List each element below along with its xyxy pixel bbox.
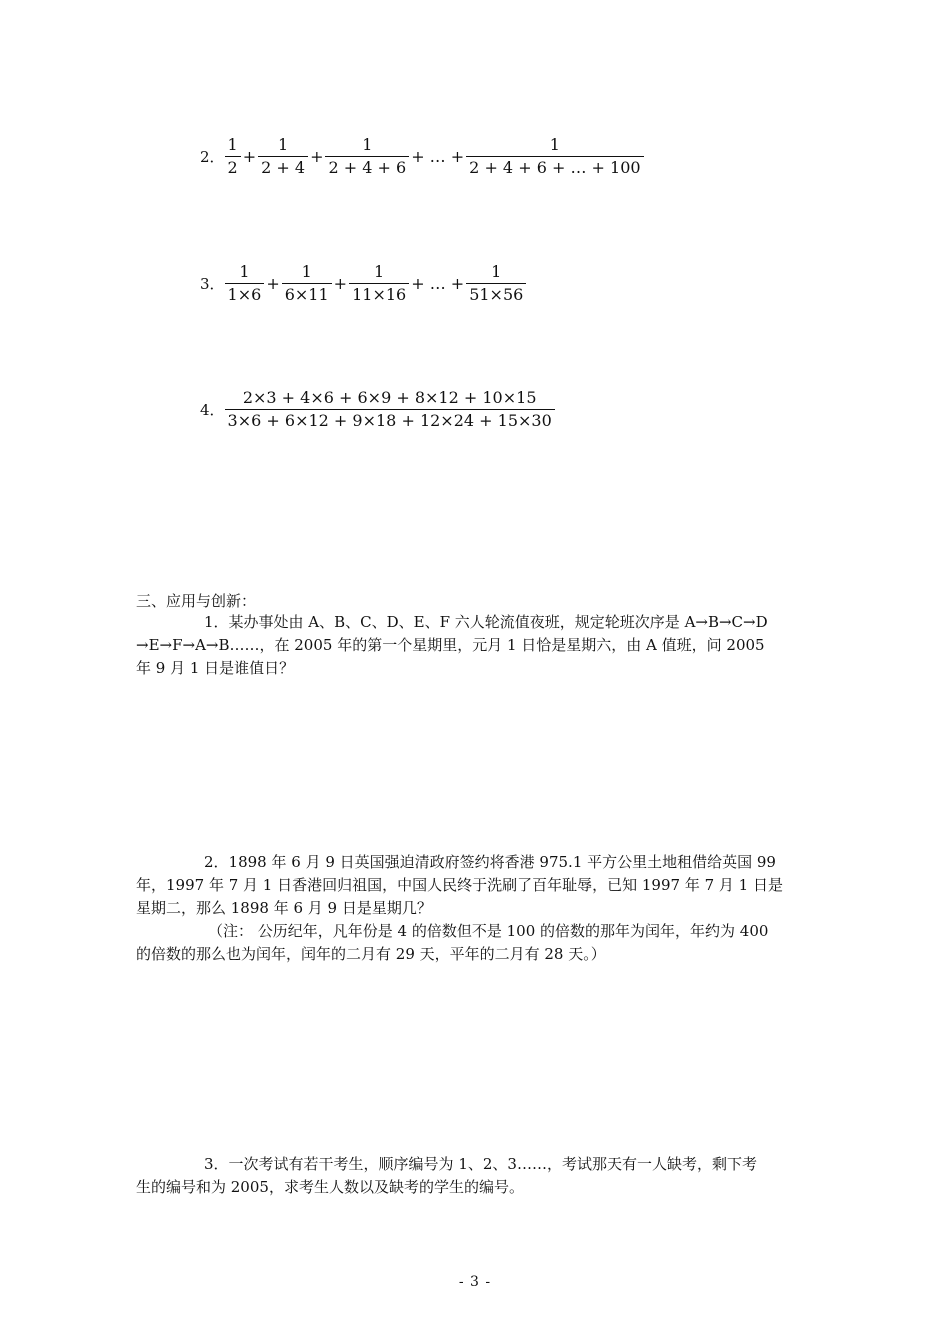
fraction <box>225 136 241 177</box>
question-text-line: 年 9 月 1 日是谁值日？ <box>136 659 295 677</box>
fraction <box>349 263 409 304</box>
fraction-denominator: 1×6 <box>225 283 265 304</box>
fraction-denominator: 2 + 4 + 6 <box>325 156 409 177</box>
fraction-denominator: 3×6 + 6×12 + 9×18 + 12×24 + 15×30 <box>225 409 555 430</box>
question-1 <box>136 611 816 680</box>
fraction <box>325 136 409 177</box>
plus-sign: + <box>266 274 280 293</box>
fraction-numerator: 1 <box>239 262 250 281</box>
fraction <box>258 136 308 177</box>
problem-number: 3． <box>200 275 225 293</box>
fraction-numerator: 1 <box>301 262 312 281</box>
fraction-denominator: 11×16 <box>349 283 409 304</box>
plus-sign: + <box>333 274 348 293</box>
fraction <box>225 389 555 430</box>
fraction <box>466 263 526 304</box>
fraction-denominator: 2 + 4 <box>258 156 308 177</box>
plus-sign: + <box>242 147 257 166</box>
problem-3 <box>200 263 526 304</box>
problem-4 <box>200 389 555 430</box>
question-text-line: 年，1997 年 7 月 1 日香港回归祖国，中国人民终于洗刷了百年耻辱，已知 1997 年 7 月 1 日是 <box>136 876 783 894</box>
fraction-numerator: 1 <box>278 135 289 154</box>
question-text-line: 3．一次考试有若干考生，顺序编号为 1、2、3……，考试那天有一人缺考，剩下考 <box>204 1155 757 1173</box>
ellipsis-sign: + … + <box>411 274 465 293</box>
note-line: 的倍数的那么也为闰年，闰年的二月有 29 天，平年的二月有 28 天。） <box>136 945 606 963</box>
ellipsis-sign: + … + <box>411 147 465 166</box>
note-line: （注： 公历纪年，凡年份是 4 的倍数但不是 100 的倍数的那年为闰年，年约为 400 <box>208 922 769 940</box>
fraction-denominator: 2 <box>225 156 241 177</box>
fraction-denominator: 2 + 4 + 6 + … + 100 <box>466 156 643 177</box>
problem-2 <box>200 136 644 177</box>
fraction-denominator: 6×11 <box>282 283 332 304</box>
page-number: - 3 - <box>458 1274 492 1290</box>
question-text-line: →E→F→A→B……，在 2005 年的第一个星期里，元月 1 日恰是星期六，由 A 值班，问 2005 <box>136 636 765 654</box>
fraction-numerator: 1 <box>491 262 502 281</box>
fraction-numerator: 1 <box>227 135 238 154</box>
question-text-line: 2．1898 年 6 月 9 日英国强迫清政府签约将香港 975.1 平方公里土地租借给英国 99 <box>204 853 776 871</box>
question-2 <box>136 851 816 966</box>
problem-number: 2． <box>200 148 225 166</box>
fraction-numerator: 1 <box>362 135 373 154</box>
problem-number: 4． <box>200 401 225 419</box>
fraction <box>282 263 332 304</box>
question-text-line: 生的编号和为 2005，求考生人数以及缺考的学生的编号。 <box>136 1178 524 1196</box>
question-text-line: 星期二，那么 1898 年 6 月 9 日是星期几？ <box>136 899 432 917</box>
fraction-numerator: 1 <box>374 262 385 281</box>
fraction-numerator: 1 <box>549 135 560 154</box>
section-title: 三、应用与创新： <box>136 592 257 610</box>
fraction <box>225 263 265 304</box>
fraction-numerator: 2×3 + 4×6 + 6×9 + 8×12 + 10×15 <box>242 388 537 407</box>
fraction-denominator: 51×56 <box>466 283 526 304</box>
question-text-line: 1．某办事处由 A、B、C、D、E、F 六人轮流值夜班，规定轮班次序是 A→B→C→D <box>204 613 768 631</box>
fraction <box>466 136 643 177</box>
plus-sign: + <box>310 147 324 166</box>
question-3 <box>136 1153 816 1199</box>
